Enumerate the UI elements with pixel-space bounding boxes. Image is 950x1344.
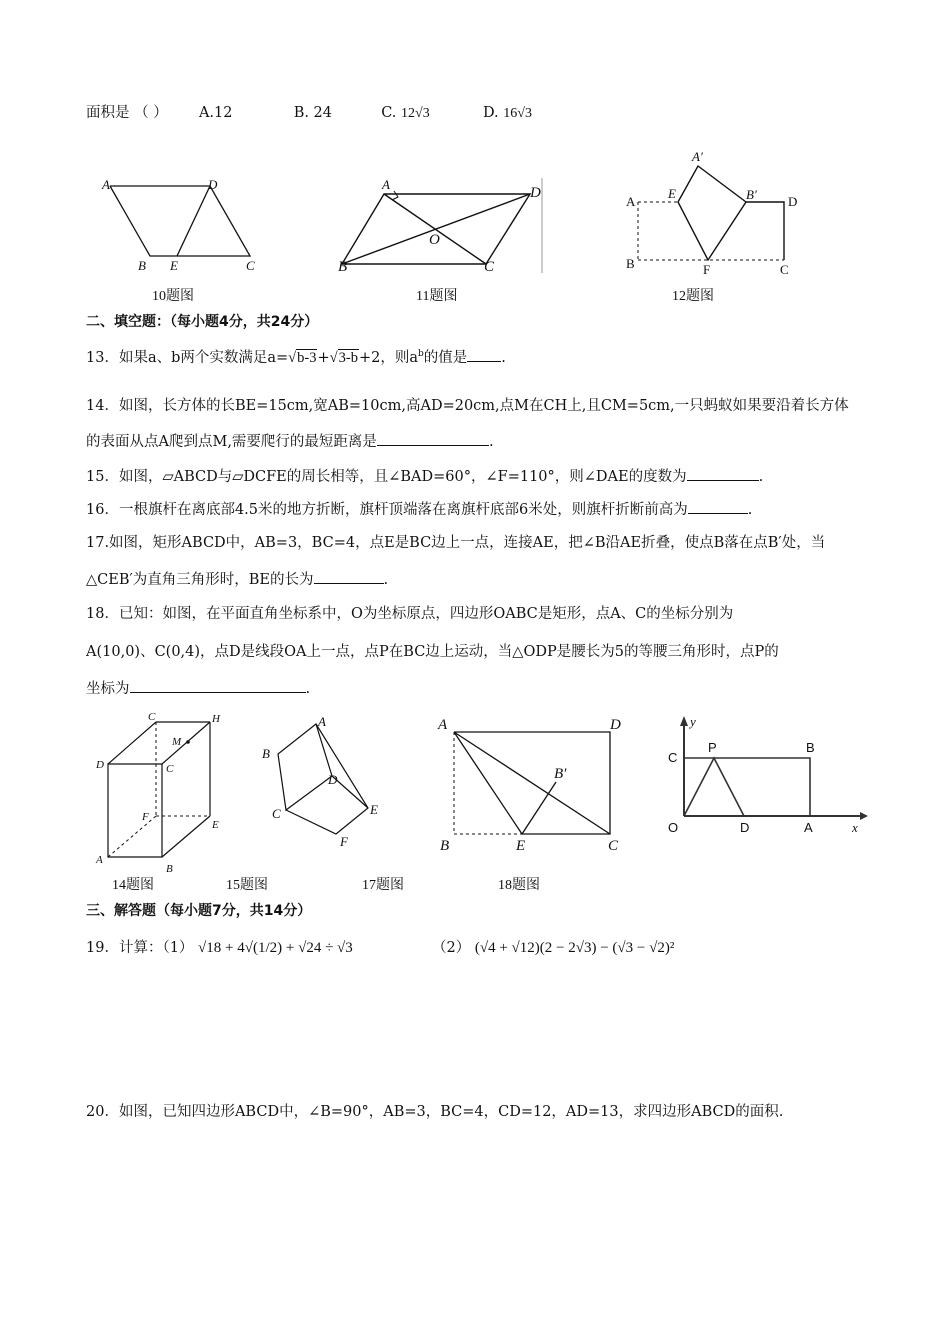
fig10-label-A: A xyxy=(102,177,110,192)
caption-fig11: 11题图 xyxy=(416,289,458,304)
fig17-label-C: C xyxy=(608,838,619,854)
fig12-label-D: D xyxy=(788,194,798,209)
q18-line2: A(10,0)、C(0,4)，点D是线段OA上一点，点P在BC边上运动，当△ODP是腰长为5的等腰三角形时，点P的 xyxy=(86,644,779,660)
caption-fig12: 12题图 xyxy=(672,289,714,304)
fig14-label-H: H xyxy=(212,713,220,725)
fig12-label-B: B xyxy=(626,256,635,271)
question-13 xyxy=(86,346,506,367)
option-a: A.12 xyxy=(198,105,233,121)
q19-label2: （2） xyxy=(432,940,471,956)
caption-fig17: 17题图 xyxy=(362,878,404,893)
fig11-label-D: D xyxy=(530,185,541,201)
q18-answer-blank[interactable] xyxy=(130,678,306,693)
fig11-label-B: B xyxy=(338,259,348,275)
question-15 xyxy=(86,465,763,486)
q17-answer-blank[interactable] xyxy=(314,569,384,584)
fig11-label-O: O xyxy=(429,232,440,248)
question-19 xyxy=(86,936,674,957)
fig15-label-B: B xyxy=(262,746,270,761)
section-3-title: 三、解答题（每小题7分，共14分） xyxy=(86,903,312,919)
fig17-label-B: B xyxy=(440,838,450,854)
fig10-label-D: D xyxy=(208,177,218,192)
fig14-label-C: C xyxy=(148,711,156,723)
fig18-label-P: P xyxy=(708,740,717,755)
fig12-label-F: F xyxy=(703,262,711,277)
q13-plus: + xyxy=(317,350,330,366)
option-c-value: 12√3 xyxy=(401,106,430,121)
question-20: 20．如图，已知四边形ABCD中，∠B=90°，AB=3，BC=4，CD=12，AD=13，求四边形ABCD的面积. xyxy=(86,1104,784,1120)
q13-radicand2: 3-b xyxy=(338,350,358,366)
q14-line1: 14．如图，长方体的长BE=15cm,宽AB=10cm,高AD=20cm,点M在CH上,且CM=5cm,一只蚂蚁如果要沿着长方体 xyxy=(86,398,849,414)
question-17-line2 xyxy=(86,568,388,589)
q17-line1: 17.如图，矩形ABCD中，AB=3，BC=4，点E是BC边上一点，连接AE，把∠B沿AE折叠，使点B落在点B′处，当 xyxy=(86,535,826,551)
fig14-label-A: A xyxy=(96,854,103,866)
option-c-label: C. xyxy=(381,105,397,121)
fig15-label-F: F xyxy=(340,834,348,849)
prev-question-prefix: 面积是 （ ） xyxy=(86,105,168,121)
q14-answer-blank[interactable] xyxy=(377,431,489,446)
fig18-label-O: O xyxy=(668,820,679,835)
fig18-label-A: A xyxy=(804,820,813,835)
fig18-label-C: C xyxy=(668,750,678,765)
figure-12 xyxy=(622,150,802,280)
fig17-label-D: D xyxy=(610,717,621,733)
fig14-label-F: F xyxy=(142,811,149,823)
fig10-label-C: C xyxy=(246,258,255,273)
q13-answer-blank[interactable] xyxy=(467,347,501,362)
figure-17 xyxy=(434,712,634,862)
fig12-label-A: A xyxy=(626,194,636,209)
fig11-label-C: C xyxy=(484,259,495,275)
question-14-line2 xyxy=(86,430,494,451)
option-d-label: D. xyxy=(482,105,499,121)
fig17-label-A: A xyxy=(438,717,448,733)
section-2-title: 二、填空题：（每小题4分，共24分） xyxy=(86,314,319,330)
fig10-label-B: B xyxy=(138,258,146,273)
fig15-label-C: C xyxy=(272,806,281,821)
caption-fig14: 14题图 xyxy=(112,878,154,893)
fig18-label-B: B xyxy=(806,740,815,755)
q13-sqrt2: √3-b xyxy=(329,350,358,366)
q13-post: +2，则a xyxy=(358,350,418,366)
fig15-label-E: E xyxy=(370,802,378,817)
fig18-label-x: x xyxy=(852,820,858,835)
fig14-label-E: E xyxy=(212,819,219,831)
figure-10 xyxy=(100,176,270,276)
question-16 xyxy=(86,498,752,519)
q13-sqrt1: √b-3 xyxy=(288,350,317,366)
q16-answer-blank[interactable] xyxy=(688,499,748,514)
fig14-label-M: M xyxy=(172,736,182,748)
figure-15 xyxy=(258,714,398,854)
q15-answer-blank[interactable] xyxy=(687,466,759,481)
q16-text: 16．一根旗杆在离底部4.5米的地方折断，旗杆顶端落在离旗杆底部6米处，则旗杆折断前高为 xyxy=(86,502,688,518)
q13-tail: . xyxy=(501,350,506,366)
q19-part2: (√4 + √12)(2 − 2√3) − (√3 − √2)² xyxy=(474,940,675,956)
caption-fig18: 18题图 xyxy=(498,878,540,893)
fig17-label-E: E xyxy=(516,838,526,854)
fig14-label-D: D xyxy=(96,759,104,771)
q19-part1: √18 + 4√(1/2) + √24 ÷ √3 xyxy=(198,940,353,956)
q14-tail: . xyxy=(488,434,494,450)
figure-11 xyxy=(334,178,554,278)
option-d-value: 16√3 xyxy=(503,106,532,121)
fig12-label-C: C xyxy=(780,262,789,277)
question-18-line3 xyxy=(86,677,310,698)
fig14-label-C2: C xyxy=(166,763,174,775)
caption-fig15: 15题图 xyxy=(226,878,268,893)
figure-14 xyxy=(94,712,234,877)
fig15-label-D: D xyxy=(328,772,338,787)
fig12-label-E: E xyxy=(668,186,676,201)
q18-line1: 18．已知：如图，在平面直角坐标系中，O为坐标原点，四边形OABC是矩形，点A、C的坐标分别为 xyxy=(86,606,734,622)
fig12-label-B1: B′ xyxy=(746,187,757,202)
fig11-label-A: A xyxy=(382,177,390,192)
q15-text: 15．如图，▱ABCD与▱DCFE的周长相等，且∠BAD=60°，∠F=110°，则∠DAE的度数为 xyxy=(86,469,687,485)
q17-line2: △CEB′为直角三角形时，BE的长为 xyxy=(86,572,314,588)
q17-tail: . xyxy=(383,572,389,588)
fig14-label-B: B xyxy=(166,863,173,875)
q16-tail: . xyxy=(747,502,753,518)
q18-tail: . xyxy=(305,681,311,697)
q14-line2: 的表面从点A爬到点M,需要爬行的最短距离是 xyxy=(86,434,377,450)
q19-label: 19．计算：（1） xyxy=(86,940,194,956)
fig17-label-B1: B′ xyxy=(554,766,567,782)
q13-sup: b xyxy=(417,349,424,360)
q13-end: 的值是 xyxy=(423,350,468,366)
q15-tail: . xyxy=(758,469,764,485)
fig15-label-A: A xyxy=(318,714,326,729)
caption-fig10: 10题图 xyxy=(152,289,194,304)
fig10-label-E: E xyxy=(170,258,178,273)
q13-radicand1: b-3 xyxy=(297,350,317,366)
prev-question-line xyxy=(86,101,532,122)
q13-pre: 13．如果a、b两个实数满足a= xyxy=(86,350,289,366)
fig18-label-y: y xyxy=(690,714,696,729)
fig12-label-A1: A′ xyxy=(692,149,703,164)
fig18-label-D: D xyxy=(740,820,750,835)
option-b: B. 24 xyxy=(293,105,333,121)
q18-line3: 坐标为 xyxy=(86,681,130,697)
figure-18 xyxy=(664,712,874,842)
